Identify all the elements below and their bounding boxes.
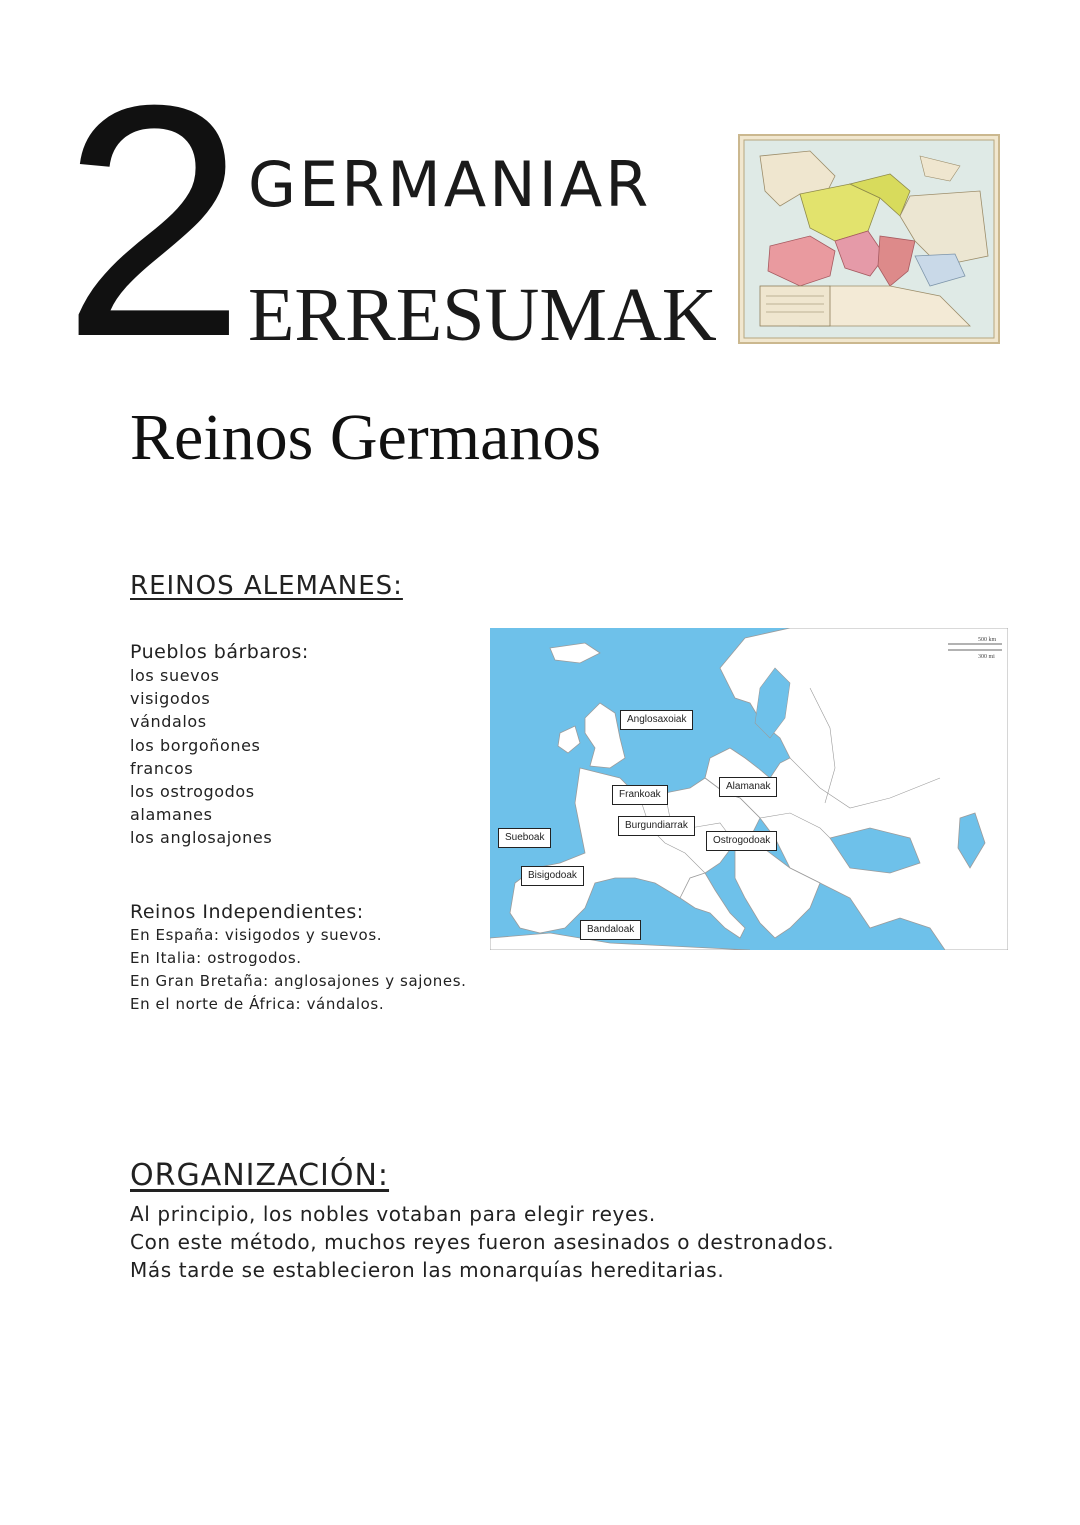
list-item: alamanes — [130, 805, 213, 825]
list-item: En Gran Bretaña: anglosajones y sajones. — [130, 972, 467, 990]
page-subtitle: Reinos Germanos — [130, 401, 602, 474]
title-line-2: ERRESUMAK — [248, 273, 717, 357]
map-label-bisigodoak: Bisigodoak — [521, 866, 584, 886]
chapter-number: 2 — [62, 36, 240, 405]
map-label-ostrogodoak: Ostrogodoak — [706, 831, 777, 851]
pueblos-block — [130, 640, 309, 850]
paragraph-line: Al principio, los nobles votaban para elegir reyes. — [130, 1202, 656, 1226]
map-label-sueboak: Sueboak — [498, 828, 551, 848]
reinos-independientes-block — [130, 900, 467, 1016]
reinos-independientes-list — [130, 924, 467, 1016]
scale-mi: 300 mi — [978, 654, 995, 660]
title-line-1: GERMANIAR — [248, 148, 652, 221]
list-item: los suevos — [130, 666, 220, 685]
list-item: visigodos — [130, 689, 211, 709]
list-item: francos — [130, 758, 194, 778]
list-item: los borgoñones — [130, 735, 261, 755]
list-item: En Italia: ostrogodos. — [130, 949, 302, 967]
historical-map-thumbnail — [738, 134, 1000, 344]
reinos-independientes-heading: Reinos Independientes: — [130, 901, 364, 923]
map-label-alamanak: Alamanak — [719, 777, 777, 797]
section-heading-reinos: REINOS ALEMANES: — [130, 571, 403, 601]
map-label-bandaloak: Bandaloak — [580, 920, 641, 940]
map-label-burgundiarrak: Burgundiarrak — [618, 816, 695, 836]
europe-map — [490, 628, 1008, 950]
list-item: los ostrogodos — [130, 782, 255, 802]
list-item: En el norte de África: vándalos. — [130, 995, 385, 1013]
scale-km: 500 km — [978, 637, 997, 643]
paragraph-line: Con este método, muchos reyes fueron asesinados o destronados. — [130, 1230, 835, 1254]
map-label-anglosaxoiak: Anglosaxoiak — [620, 710, 693, 730]
list-item: En España: visigodos y suevos. — [130, 926, 383, 944]
pueblos-heading: Pueblos bárbaros: — [130, 641, 309, 663]
map-label-frankoak: Frankoak — [612, 785, 668, 805]
paragraph-line: Más tarde se establecieron las monarquías hereditarias. — [130, 1258, 725, 1282]
list-item: vándalos — [130, 712, 207, 732]
pueblos-list — [130, 664, 309, 850]
organizacion-text — [130, 1200, 834, 1284]
list-item: los anglosajones — [130, 828, 273, 848]
section-heading-organizacion: ORGANIZACIÓN: — [130, 1158, 390, 1193]
